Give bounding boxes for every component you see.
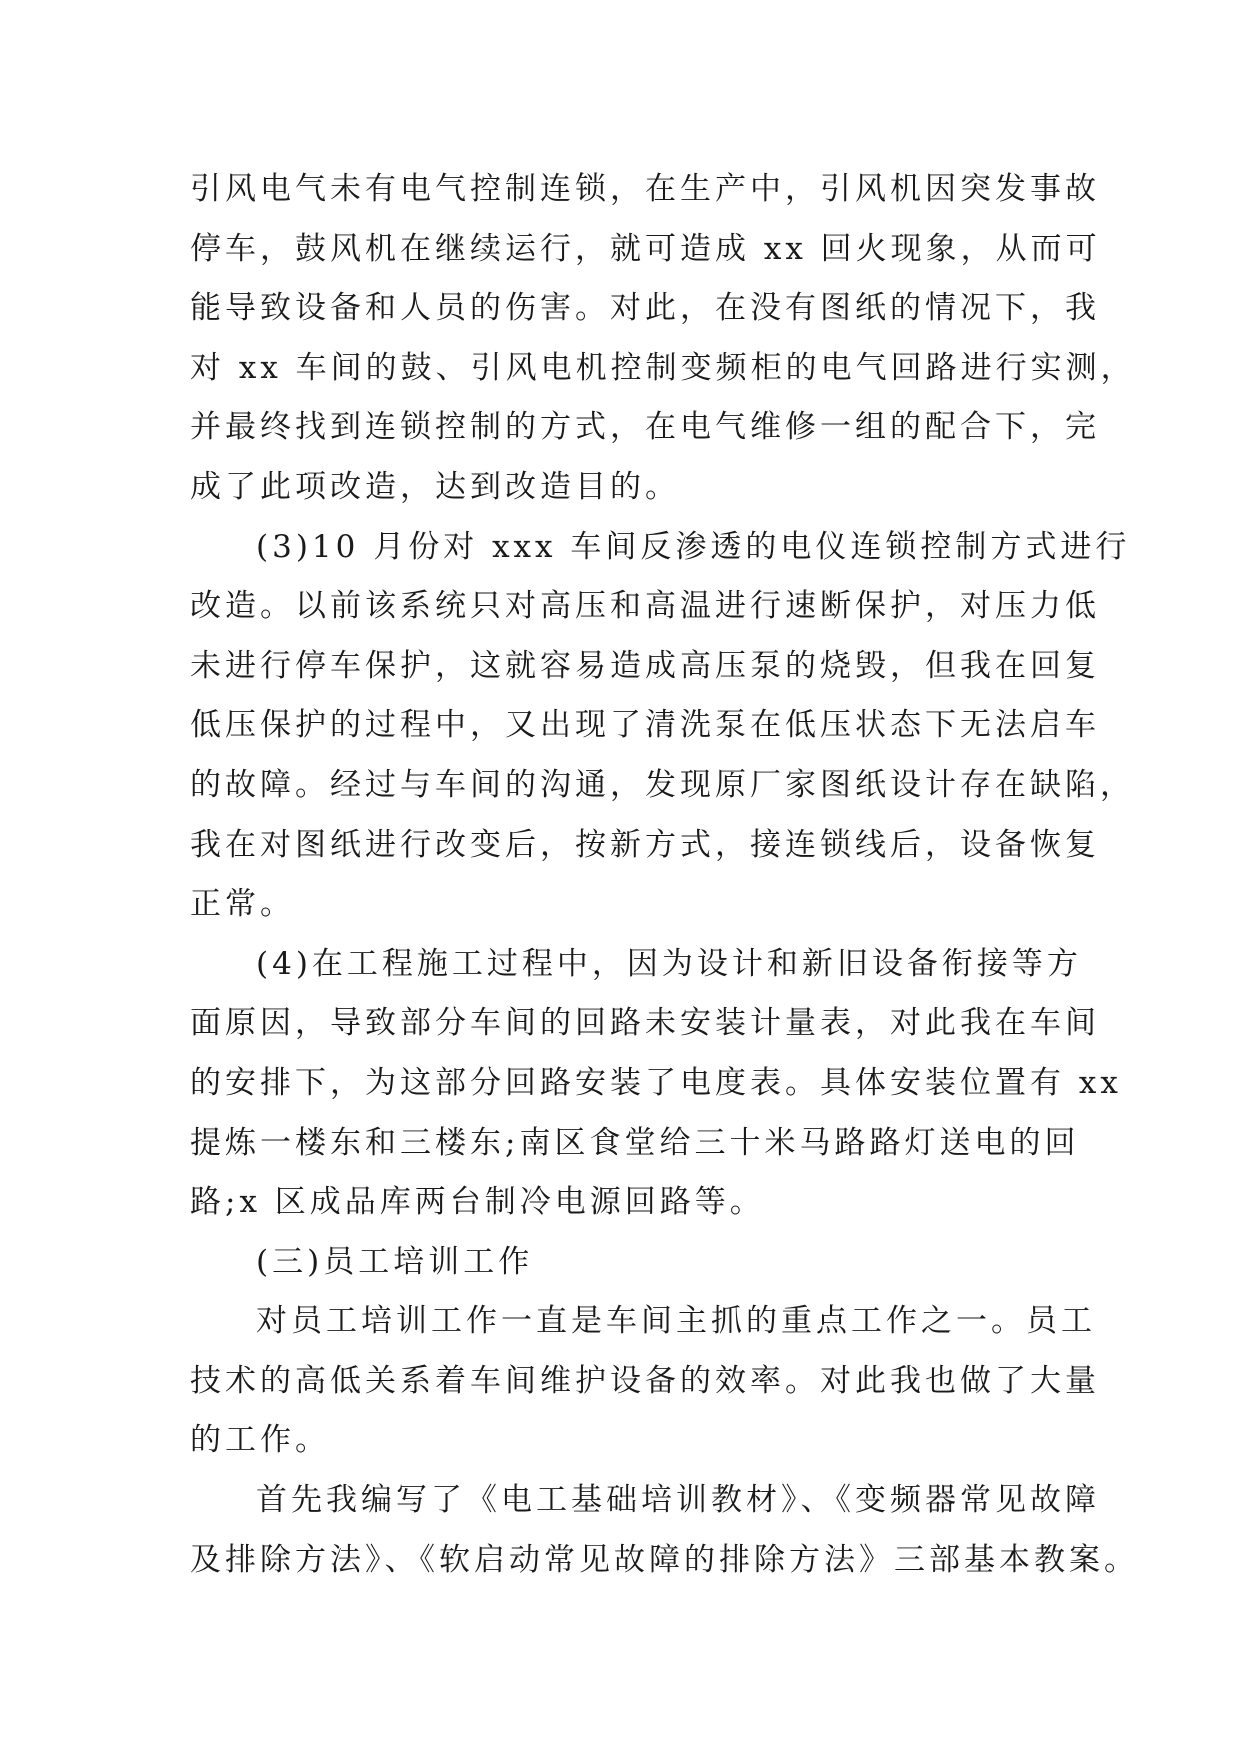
text-line: 我在对图纸进行改变后，按新方式，接连锁线后，设备恢复	[190, 826, 1100, 863]
document-body	[190, 160, 1139, 1590]
text-line: 的安排下，为这部分回路安装了电度表。具体安装位置有 xx	[190, 1064, 1122, 1101]
text-line: 正常。	[190, 886, 295, 923]
paragraph-start-line: (3)10 月份对 xxx 车间反渗透的电仪连锁控制方式进行	[256, 528, 1131, 565]
paragraph-start-line: 首先我编写了《电工基础培训教材》、《变频器常见故障	[256, 1482, 1100, 1519]
text-line: 路;x 区成品库两台制冷电源回路等。	[190, 1184, 765, 1221]
paragraph-start-line: (4)在工程施工过程中，因为设计和新旧设备衔接等方	[256, 945, 1082, 982]
text-line: 技术的高低关系着车间维护设备的效率。对此我也做了大量	[190, 1362, 1100, 1399]
text-line: 的故障。经过与车间的沟通，发现原厂家图纸设计存在缺陷，	[190, 766, 1135, 803]
text-line: 改造。以前该系统只对高压和高温进行速断保护，对压力低	[190, 588, 1100, 625]
text-line: 低压保护的过程中，又出现了清洗泵在低压状态下无法启车	[190, 707, 1100, 744]
text-line: 的工作。	[190, 1422, 330, 1459]
text-line: 对 xx 车间的鼓、引风电机控制变频柜的电气回路进行实测，	[190, 349, 1136, 386]
text-line: 并最终找到连锁控制的方式，在电气维修一组的配合下，完	[190, 409, 1100, 446]
text-line: 停车，鼓风机在继续运行，就可造成 xx 回火现象，从而可	[190, 230, 1101, 267]
text-line: 引风电气未有电气控制连锁，在生产中，引风机因突发事故	[190, 171, 1100, 207]
text-line: 未进行停车保护，这就容易造成高压泵的烧毁，但我在回复	[190, 647, 1100, 684]
text-line: 成了此项改造，达到改造目的。	[190, 468, 680, 505]
section-heading: (三)员工培训工作	[256, 1243, 534, 1280]
text-line: 面原因，导致部分车间的回路未安装计量表，对此我在车间	[190, 1005, 1100, 1042]
text-line: 提炼一楼东和三楼东;南区食堂给三十米马路路灯送电的回	[190, 1124, 1080, 1161]
paragraph-start-line: 对员工培训工作一直是车间主抓的重点工作之一。员工	[256, 1303, 1096, 1340]
text-line: 能导致设备和人员的伤害。对此，在没有图纸的情况下，我	[190, 290, 1100, 327]
text-line: 及排除方法》、《软启动常见故障的排除方法》三部基本教案。	[190, 1541, 1139, 1578]
